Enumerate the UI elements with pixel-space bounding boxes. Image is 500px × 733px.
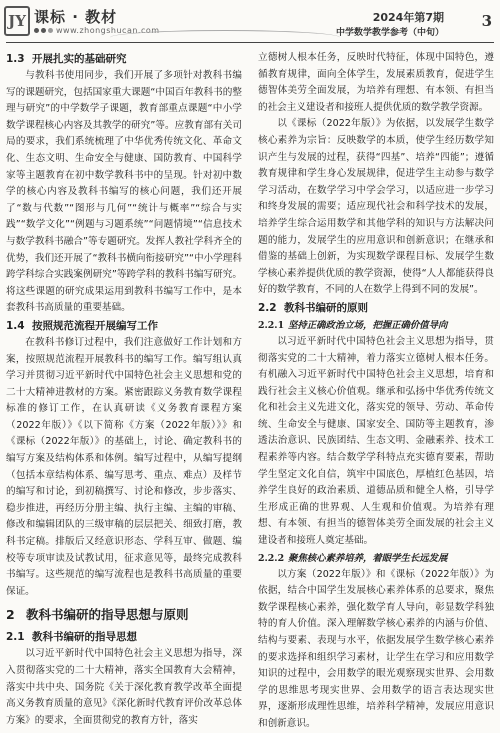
- paragraph: 以方案（2022年版）》和《课标（2022年版）》为依据，结合中国学生发展核心素养体系的总要求，聚焦数学课程核心素养，强化数学育人导向，彰显数学科独特的育人价值。深入理解数学核心素养的内涵与价值、结构与要素、表现与水平，依据发展学生数学核心素养的要求选择和组织学习素材，让学生在学习和应用数学知识的过程中，会用数学的眼光观察现实世界、会用数学的思维思考现实世界、会用数学的语言表达现实世界，逐渐形成理性思维，培养科学精神，发展应用意识和创新意识。: [258, 568, 494, 729]
- column-title: 课标 · 教材: [34, 8, 118, 26]
- section-number: 2.1: [6, 631, 25, 644]
- section-title: 开展扎实的基础研究: [32, 53, 127, 65]
- section-number: 1.4: [6, 319, 25, 332]
- section-heading-2-2-1: [258, 317, 494, 334]
- section-title: 聚焦核心素养培养，着眼学生长远发展: [288, 552, 448, 564]
- section-heading-1-3: [6, 50, 242, 68]
- right-column: [258, 50, 494, 729]
- paragraph: 在教科书修订过程中，我们注意做好工作计划和方案，按照规范流程开展教科书的编写工作。编写组认真学习并贯彻习近平新时代中国特色社会主义思想和党的二十大精神进教材的方案。紧密跟踪义务教育数学课程标准的修订工作，在认真研读《义务教育课程方案（2022年版）》《以下简称《方案（2022年版）》》和《课标（2022年版）》的基础上，讨论、确定教科书的编写方案及结构体系和体例。编写过程中，从编写提纲（包括本章结构体系、编写思考、重点、难点）及样节的编写和讨论，到初稿撰写、讨论和修改，步步落实、稳步推进，再经历分册主编、执行主编、主编的审稿、修改和编辑团队的三级审稿的层层把关、细致打磨，教科书定稿。排版后又经意识形态、学科互审、做题、编校等专项审读及试教试用，征求意见等，最终完成教科书编写。这些规范的编写流程也是教科书高质量的重要保证。: [6, 336, 242, 597]
- logo: JY: [4, 6, 30, 36]
- url-text: www.zhongshucan.com: [56, 26, 160, 35]
- section-heading-2: [6, 604, 242, 626]
- section-title: 坚持正确政治立场，把握正确价值导向: [288, 319, 448, 331]
- paragraph: 以《课标（2022年版）》为依据，以发展学生数学核心素养为宗旨：反映数学的本质，使学生经历数学知识产生与发展的过程，获得“四基”、培养“四能”；遵循教育规律和学生身心发展规律，促进学生主动参与数学学习活动，在数学学习中学会学习，以适应进一步学习和终身发展的需要；适应现代社会和科学技术的发展，培养学生综合运用数学和其他学科的知识与方法解决问题的能力，发展学生的应用意识和创新意识；在继承和借鉴的基础上创新，为实现数学课程目标、发展学生数学核心素养提供优质的教学资源，使得“人人都能获得良好的数学教育，不同的人在数学上得到不同的发展”。: [258, 118, 494, 296]
- section-number: 2.2: [258, 301, 277, 314]
- section-title: 教科书编研的原则: [284, 301, 368, 314]
- page-number: 3: [481, 12, 492, 30]
- paragraph: 立德树人根本任务，反映时代特征，体现中国特色，遵循教育规律，面向全体学生，发展素质教育，促进学生德智体美劳全面发展，为培养有理想、有本领、有担当的社会主义建设者和接班人提供优质的数学教学资源。: [258, 52, 494, 113]
- page-header: [0, 0, 500, 44]
- issue-number: 2024年第7期: [372, 11, 444, 24]
- section-title: 教科书编研的指导思想与原则: [26, 607, 189, 623]
- section-number: 2.2.2: [258, 552, 285, 564]
- left-column: [6, 50, 242, 726]
- section-heading-2-2: [258, 299, 494, 317]
- dots-decoration: [34, 28, 53, 33]
- paragraph: 以习近平新时代中国特色社会主义思想为指导，贯彻落实党的二十大精神，着力落实立德树人根本任务。有机融入习近平新时代中国特色社会主义思想，培育和践行社会主义核心价值观。继承和弘扬中华优秀传统文化和社会主义先进文化，落实党的领导、劳动、革命传统、生命安全与健康、国家安全、国防等主题教育，渗透法治意识、民族团结、生态文明、金融素养、技术工程素养等内容。结合数学学科特点充实德育要素，帮助学生坚定文化自信，筑牢中国底色，厚植红色基因，培养学生良好的政治素质、道德品质和健全人格，引导学生形成正确的世界观、人生观和价值观。为培养有理想、有本领、有担当的德智体美劳全面发展的社会主义建设者和接班人奠定基础。: [258, 335, 494, 547]
- section-title: 按照规范流程开展编写工作: [32, 319, 158, 332]
- section-number: 1.3: [6, 53, 25, 65]
- journal-name: 中学数学教学参考（中旬）: [335, 28, 444, 38]
- section-number: 2: [6, 607, 15, 623]
- section-heading-2-2-2: [258, 550, 494, 567]
- section-heading-2-1: [6, 628, 242, 646]
- section-title: 教科书编研的指导思想: [32, 631, 137, 644]
- section-number: 2.2.1: [258, 319, 285, 331]
- header-divider: [6, 42, 494, 43]
- section-heading-1-4: [6, 317, 242, 335]
- paragraph: 以习近平新时代中国特色社会主义思想为指导，深入贯彻落实党的二十大精神，落实全国教育大会精神，落实中共中央、国务院《关于深化教育教学改革全面提高义务教育质量的意见》《深化新时代教育评价改革总体方案》的要求，全面贯彻党的教育方针，落实: [6, 648, 242, 726]
- paragraph: 与教科书使用同步，我们开展了多项针对教科书编写的课题研究，包括国家重大课题“中国百年教科书的整理与研究”的中学数学子课题，教育部重点课题“中小学数学课程核心内容及其教学的研究”等。应教育部有关司局的要求，我们系统梳理了中华优秀传统文化、革命文化、生态文明、生命安全与健康、国防教育、中国科学家等主题教育在初中数学教科书中的呈现。针对初中数学的核心内容及教科书编写的核心问题，我们还开展了“数与代数”“图形与几何”“统计与概率”“综合与实践”“数学文化”“例题与习题系统”“问题情境”“信息技术与数学教科书融合”等专题研究。发挥人教社学科齐全的优势，我们还开展了“教科书横向衔接研究”“中小学理科跨学科综合实践案例研究”等跨学科的教科书编写研究。将这些课题的研究成果运用到教科书编写工作中，是本套教科书高质量的重要基础。: [6, 70, 242, 314]
